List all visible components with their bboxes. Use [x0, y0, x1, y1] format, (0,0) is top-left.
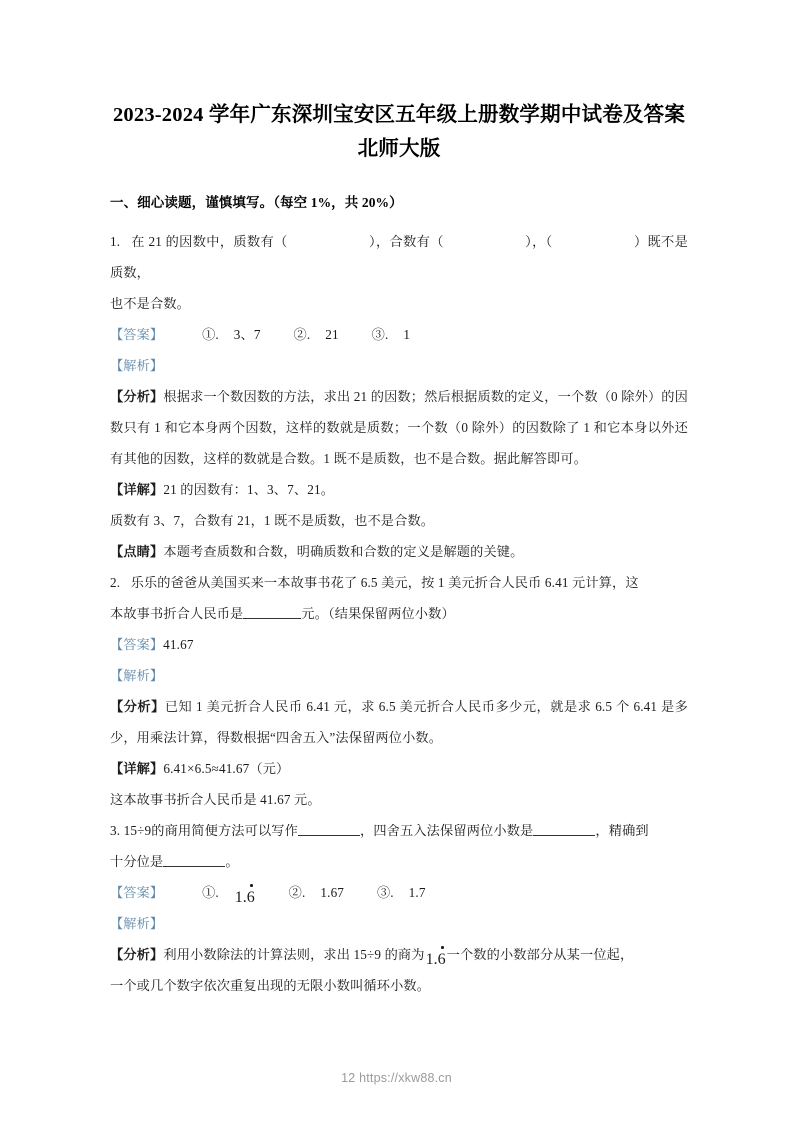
answer-item-marker: ③. [376, 885, 394, 900]
document-content [110, 98, 688, 1001]
question-3-number: 3. [110, 823, 121, 838]
question-3-explain-label-row [110, 908, 688, 939]
question-1-stem-part-3: ），（ [525, 234, 553, 249]
question-1-answer-row [110, 319, 688, 350]
question-block-3 [110, 815, 688, 1001]
question-2-number: 2. [110, 575, 121, 590]
question-3-blank-1[interactable] [298, 822, 360, 836]
detail-label: 【详解】 [110, 482, 164, 497]
repeating-dot-icon [441, 946, 444, 949]
answer-item-marker: ②. [288, 885, 306, 900]
question-1-stem-part-4: ）既不是质数， [110, 234, 688, 280]
question-1-stem-part-2: ），合数有（ [369, 234, 444, 249]
question-3-stem-line-2-b: 。 [225, 854, 239, 869]
repeating-decimal-answer [234, 890, 256, 906]
question-2-blank-1[interactable] [243, 605, 301, 619]
page-title: 2023-2024 学年广东深圳宝安区五年级上册数学期中试卷及答案北师大版 [112, 104, 686, 160]
question-3-stem [110, 815, 688, 846]
answer-label: 【答案】 [110, 637, 164, 652]
analysis-label: 【分析】 [110, 947, 164, 962]
question-3-stem-b: ，四舍五入法保留两位小数是 [360, 823, 534, 838]
tip-label: 【点睛】 [110, 544, 164, 559]
question-1-detail [110, 474, 688, 505]
detail-text: 21 的因数有：1、3、7、21。 [163, 482, 335, 497]
repeating-decimal-value: 1.6 [425, 951, 446, 968]
repeating-decimal-value: 1.6 [234, 889, 255, 906]
question-1-stem-part-1: 在 21 的因数中，质数有（ [131, 234, 288, 249]
answer-item-marker: ①. [202, 327, 219, 342]
repeating-decimal-inline [425, 952, 447, 968]
question-1-detail-line-2: 质数有 3、7，合数有 21，1 既不是质数，也不是合数。 [110, 513, 435, 528]
question-1-stem [110, 226, 688, 288]
question-3-blank-2[interactable] [533, 822, 595, 836]
question-2-stem-line-2-b: 元。（结果保留两位小数） [301, 606, 455, 621]
explanation-label: 【解析】 [110, 358, 164, 373]
analysis-label: 【分析】 [110, 699, 165, 714]
question-3-answer-row [110, 877, 688, 908]
analysis-text: 根据求一个数因数的方法，求出 21 的因数；然后根据质数的定义，一个数（0 除外）的因数只有 1 和它本身两个因数，这样的数就是质数；一个数（0 除外）的因数除了 1 和它本身以外还有其他的因数，这样的数就是合数。1 既不是质数，也不是合数。据此解答即可。 [110, 389, 688, 466]
answer-item-marker: ③. [371, 327, 389, 342]
question-1-number: 1. [110, 234, 121, 249]
answer-item-value: 21 [325, 327, 339, 342]
repeating-dot-icon [250, 884, 253, 887]
analysis-label: 【分析】 [110, 389, 164, 404]
analysis-text: 已知 1 美元折合人民币 6.41 元，求 6.5 美元折合人民币多少元，就是求 6.5 个 6.41 是多少，用乘法计算，得数根据“四舍五入”法保留两位小数。 [110, 699, 688, 745]
answer-item-value: 1 [403, 327, 411, 342]
answer-item-marker: ①. [202, 885, 219, 900]
question-1-tip [110, 536, 688, 567]
question-2-stem-line-1: 乐乐的爸爸从美国买来一本故事书花了 6.5 美元，按 1 美元折合人民币 6.41 元计算，这 [130, 575, 639, 590]
answer-item-value: 1.67 [320, 885, 345, 900]
question-3-stem-a: 15÷9的商用简便方法可以写作 [123, 823, 298, 838]
question-2-analysis [110, 691, 688, 753]
detail-label: 【详解】 [110, 761, 164, 776]
answer-item-marker: ②. [293, 327, 311, 342]
question-2-detail [110, 753, 688, 784]
answer-label: 【答案】 [110, 327, 164, 342]
question-block-1 [110, 226, 688, 567]
question-3-stem-c: ，精确到 [595, 823, 649, 838]
answer-item-value: 1.7 [408, 885, 426, 900]
question-2-stem [110, 567, 688, 598]
question-block-2 [110, 567, 688, 815]
question-2-explain-label-row [110, 660, 688, 691]
footer-watermark: 12 https://xkw88.cn [341, 1071, 452, 1085]
question-1-stem-line-2: 也不是合数。 [110, 296, 191, 311]
question-1-analysis [110, 381, 688, 474]
question-2-stem-line-2 [110, 598, 688, 629]
question-3-analysis-line-2: 一个或几个数字依次重复出现的无限小数叫循环小数。 [110, 978, 431, 993]
detail-text: 6.41×6.5≈41.67（元） [163, 761, 290, 776]
analysis-text-b: 一个数的小数部分从某一位起， [446, 947, 634, 962]
answer-item-value: 3、7 [233, 327, 261, 342]
explanation-label: 【解析】 [110, 916, 164, 931]
answer-label: 【答案】 [110, 885, 164, 900]
question-3-blank-3[interactable] [163, 853, 225, 867]
section-heading: 一、细心读题，谨慎填写。（每空 1%，共 20%） [110, 195, 403, 210]
question-3-stem-line-2 [110, 846, 688, 877]
question-2-stem-line-2-a: 本故事书折合人民币是 [110, 606, 244, 621]
question-2-detail-line-2: 这本故事书折合人民币是 41.67 元。 [110, 792, 321, 807]
question-3-analysis [110, 939, 688, 970]
question-2-answer-row [110, 629, 688, 660]
question-3-stem-line-2-a: 十分位是 [110, 854, 164, 869]
answer-value: 41.67 [163, 637, 194, 652]
tip-text: 本题考查质数和合数，明确质数和合数的定义是解题的关键。 [163, 544, 524, 559]
question-1-explain-label-row [110, 350, 688, 381]
explanation-label: 【解析】 [110, 668, 164, 683]
analysis-text-a: 利用小数除法的计算法则，求出 15÷9 的商为 [163, 947, 425, 962]
